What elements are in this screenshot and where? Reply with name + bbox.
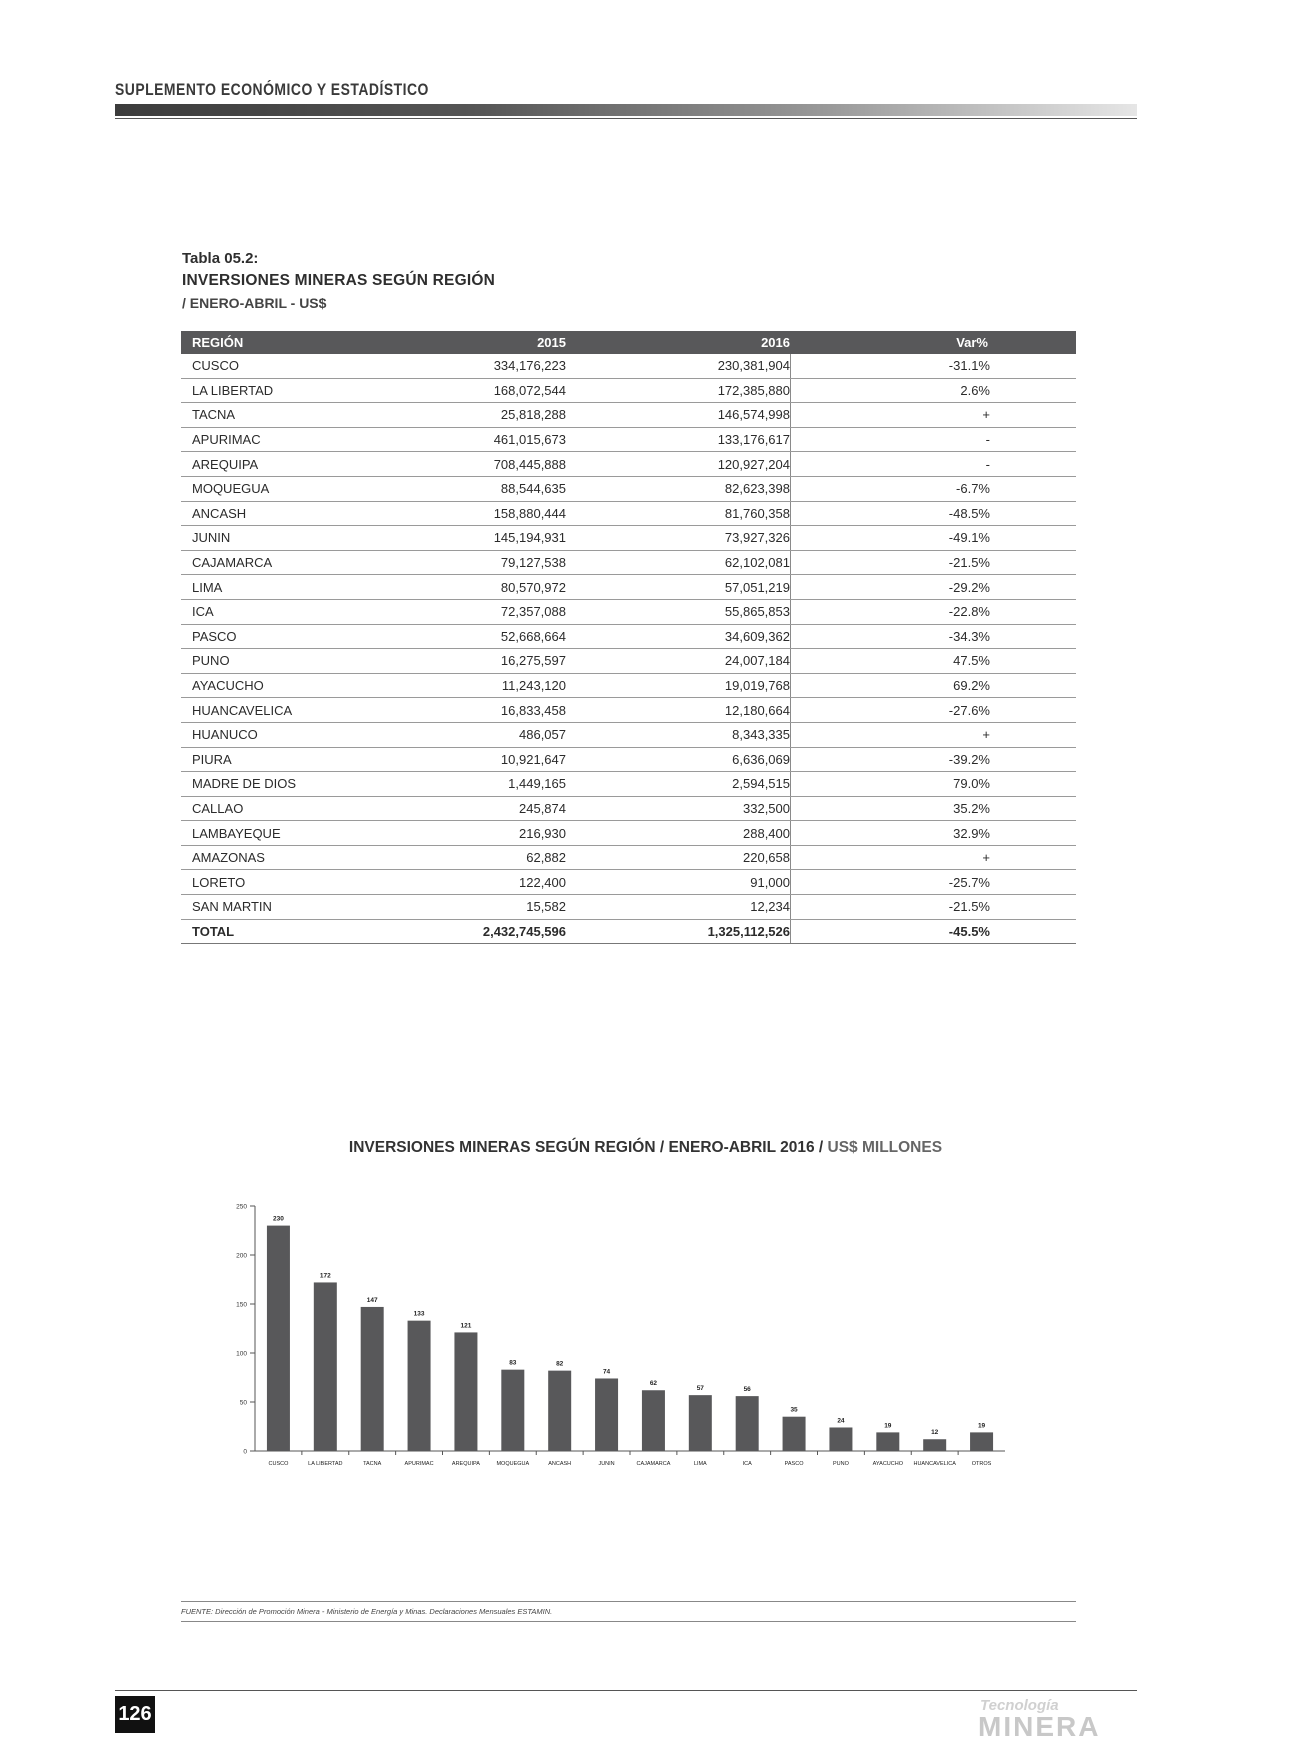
- cell-2015: 62,882: [526, 850, 566, 866]
- cell-2015: 11,243,120: [501, 678, 566, 694]
- cell-region: ANCASH: [192, 505, 247, 521]
- x-tick-label: APURIMAC: [404, 1461, 434, 1467]
- cell-region: SAN MARTIN: [192, 899, 272, 915]
- header-2016: 2016: [761, 335, 790, 350]
- source-note: FUENTE: Dirección de Promoción Minera - Ministerio de Energía y Minas. Declaraciones Mensuales ESTAMIN.: [181, 1607, 553, 1616]
- data-label: 121: [460, 1322, 472, 1330]
- x-tick-label: TACNA: [363, 1461, 382, 1467]
- cell-var: -34.3%: [790, 625, 1076, 649]
- data-label: 35: [790, 1406, 798, 1414]
- bar: [923, 1439, 946, 1451]
- cell-2016: 81,760,358: [724, 505, 790, 521]
- data-label: 57: [696, 1385, 704, 1393]
- y-tick-label: 150: [236, 1301, 247, 1309]
- bar: [314, 1282, 337, 1451]
- cell-2015: 15,582: [526, 899, 566, 915]
- table-subtitle: / ENERO-ABRIL - US$: [182, 295, 327, 311]
- table-title: INVERSIONES MINERAS SEGÚN REGIÓN: [182, 272, 496, 289]
- table-row: [181, 748, 1076, 773]
- table-row: [181, 723, 1076, 748]
- table-row: [181, 895, 1076, 920]
- table-row: [181, 674, 1076, 699]
- x-tick-label: AYACUCHO: [872, 1461, 903, 1467]
- cell-region: HUANUCO: [192, 727, 258, 743]
- y-tick-label: 100: [236, 1350, 247, 1358]
- cell-2016: 120,927,204: [717, 456, 790, 472]
- bar: [361, 1307, 384, 1451]
- cell-2016: 332,500: [743, 800, 790, 816]
- table-row: [181, 379, 1076, 404]
- chart-title-main: INVERSIONES MINERAS SEGÚN REGIÓN / ENERO-ABRIL 2016 /: [348, 1139, 824, 1156]
- cell-2016: 73,927,326: [724, 530, 790, 546]
- table-row: [181, 846, 1076, 871]
- header-region: REGIÓN: [192, 335, 244, 350]
- bar: [736, 1396, 759, 1451]
- data-label: 24: [837, 1417, 845, 1425]
- x-tick-label: MOQUEGUA: [496, 1461, 530, 1467]
- cell-2016: 34,609,362: [724, 628, 790, 644]
- cell-region: AYACUCHO: [192, 678, 264, 694]
- table-total-row: [181, 920, 1076, 945]
- cell-2015: 158,880,444: [493, 505, 566, 521]
- cell-2016: 82,623,398: [724, 481, 790, 497]
- cell-region: CALLAO: [192, 800, 244, 816]
- cell-2015: 16,275,597: [500, 653, 566, 669]
- cell-2016: 133,176,617: [717, 432, 790, 448]
- cell-2016: 91,000: [750, 874, 790, 890]
- x-tick-label: PASCO: [784, 1461, 804, 1467]
- table-row: [181, 551, 1076, 576]
- data-label: 133: [413, 1310, 425, 1318]
- x-tick-label: LA LIBERTAD: [308, 1461, 343, 1467]
- cell-var: +: [790, 403, 1076, 427]
- cell-var: -31.1%: [790, 354, 1076, 378]
- cell-2016: 146,574,998: [717, 407, 790, 423]
- cell-2015: 216,930: [519, 825, 566, 841]
- table-caption: [182, 250, 495, 311]
- table-row: [181, 797, 1076, 822]
- page-header: [115, 80, 1137, 119]
- table-row: [181, 526, 1076, 551]
- cell-2015: 1,449,165: [508, 776, 566, 792]
- cell-region: AREQUIPA: [192, 456, 259, 472]
- bar: [970, 1432, 993, 1451]
- x-tick-label: ICA: [742, 1461, 752, 1467]
- cell-2015: 122,400: [519, 874, 566, 890]
- cell-region: CAJAMARCA: [192, 555, 273, 571]
- cell-var: 2.6%: [790, 379, 1076, 403]
- cell-region: MADRE DE DIOS: [192, 776, 297, 792]
- cell-2016: 62,102,081: [724, 555, 790, 571]
- cell-var: -25.7%: [790, 870, 1076, 894]
- cell-2015: 168,072,544: [493, 382, 566, 398]
- bar: [454, 1332, 477, 1451]
- page-number: 126: [115, 1696, 155, 1733]
- cell-2016: 220,658: [743, 850, 790, 866]
- header-divider: [115, 118, 1137, 119]
- data-label: 172: [319, 1272, 331, 1280]
- cell-region: PIURA: [192, 751, 232, 767]
- cell-var: 79.0%: [790, 772, 1076, 796]
- cell-var: 47.5%: [790, 649, 1076, 673]
- x-tick-label: PUNO: [832, 1461, 849, 1467]
- bar: [267, 1226, 290, 1451]
- table-row: [181, 698, 1076, 723]
- data-label: 19: [884, 1422, 892, 1430]
- table-row: [181, 649, 1076, 674]
- cell-var: 32.9%: [790, 821, 1076, 845]
- data-label: 19: [977, 1422, 986, 1430]
- cell-var: 69.2%: [790, 674, 1076, 698]
- table-header: [181, 331, 1076, 354]
- data-label: 62: [649, 1380, 658, 1388]
- cell-var: -22.8%: [790, 600, 1076, 624]
- cell-2015: 486,057: [519, 727, 566, 743]
- cell-2016: 230,381,904: [717, 358, 790, 374]
- bar: [501, 1370, 524, 1451]
- bar: [595, 1378, 618, 1451]
- x-tick-label: LIMA: [693, 1461, 707, 1467]
- cell-region: AMAZONAS: [192, 850, 265, 866]
- x-tick-label: CAJAMARCA: [636, 1461, 671, 1467]
- cell-var: -49.1%: [790, 526, 1076, 550]
- cell-2015: 334,176,223: [493, 358, 566, 374]
- cell-2016: 57,051,219: [724, 579, 790, 595]
- data-label: 12: [931, 1429, 939, 1437]
- footer-divider: [115, 1690, 1137, 1691]
- cell-region: JUNIN: [192, 530, 231, 546]
- svg-text:MINERA: MINERA: [978, 1711, 1101, 1740]
- cell-var: -: [790, 452, 1076, 476]
- cell-var: -21.5%: [790, 551, 1076, 575]
- y-tick-label: 0: [243, 1448, 247, 1456]
- cell-region: LA LIBERTAD: [192, 382, 274, 398]
- cell-var: -21.5%: [790, 895, 1076, 919]
- x-tick-label: HUANCAVELICA: [913, 1461, 956, 1467]
- y-tick-label: 50: [239, 1399, 247, 1407]
- cell-2015: 25,818,288: [500, 407, 566, 423]
- cell-region: CUSCO: [192, 358, 239, 374]
- table-row: [181, 575, 1076, 600]
- cell-2016: 288,400: [743, 825, 790, 841]
- source-divider-bottom: [181, 1621, 1076, 1622]
- cell-2016: 2,594,515: [732, 776, 790, 792]
- total-label: TOTAL: [192, 923, 235, 939]
- data-label: 74: [602, 1368, 611, 1376]
- cell-2015: 80,570,972: [500, 579, 566, 595]
- header-gradient-bar: [115, 104, 1137, 116]
- cell-2016: 12,180,664: [724, 702, 790, 718]
- table-row: [181, 452, 1076, 477]
- cell-2015: 52,668,664: [500, 628, 566, 644]
- x-tick-label: ANCASH: [548, 1461, 572, 1467]
- table-row: [181, 477, 1076, 502]
- tecnologia-minera-logo: [972, 1694, 1142, 1740]
- cell-region: ICA: [192, 604, 214, 620]
- cell-var: +: [790, 846, 1076, 870]
- cell-2015: 245,874: [519, 800, 566, 816]
- cell-2016: 8,343,335: [732, 727, 790, 743]
- total-var: -45.5%: [790, 920, 1076, 944]
- cell-var: -: [790, 428, 1076, 452]
- data-label: 56: [743, 1386, 751, 1394]
- cell-2015: 10,921,647: [500, 751, 566, 767]
- svg-text:Tecnología: Tecnología: [980, 1697, 1059, 1714]
- bar: [642, 1390, 665, 1451]
- cell-region: TACNA: [192, 407, 236, 423]
- cell-var: +: [790, 723, 1076, 747]
- cell-region: LORETO: [192, 874, 246, 890]
- chart-title: [0, 1139, 1291, 1157]
- cell-region: MOQUEGUA: [192, 481, 270, 497]
- bar: [783, 1417, 806, 1451]
- cell-var: -39.2%: [790, 748, 1076, 772]
- table-row: [181, 403, 1076, 428]
- cell-2016: 12,234: [750, 899, 790, 915]
- section-title: SUPLEMENTO ECONÓMICO Y ESTADÍSTICO: [115, 80, 429, 99]
- data-label: 230: [273, 1215, 284, 1223]
- y-tick-label: 250: [236, 1203, 247, 1211]
- table-body: [181, 354, 1076, 920]
- cell-var: -48.5%: [790, 502, 1076, 526]
- table-row: [181, 625, 1076, 650]
- cell-var: -27.6%: [790, 698, 1076, 722]
- header-2015: 2015: [537, 335, 566, 350]
- cell-2015: 708,445,888: [493, 456, 566, 472]
- cell-2015: 461,015,673: [493, 432, 566, 448]
- cell-2015: 72,357,088: [500, 604, 566, 620]
- cell-2016: 19,019,768: [724, 678, 790, 694]
- table-row: [181, 772, 1076, 797]
- cell-2016: 6,636,069: [732, 751, 790, 767]
- cell-region: LIMA: [192, 579, 223, 595]
- x-tick-label: CUSCO: [268, 1461, 289, 1467]
- cell-2016: 24,007,184: [724, 653, 790, 669]
- total-2016: 1,325,112,526: [707, 923, 790, 939]
- y-tick-label: 200: [236, 1252, 247, 1260]
- cell-2015: 88,544,635: [500, 481, 566, 497]
- data-label: 147: [366, 1296, 378, 1304]
- cell-var: -6.7%: [790, 477, 1076, 501]
- table-row: [181, 354, 1076, 379]
- bar: [689, 1395, 712, 1451]
- x-tick-label: OTROS: [971, 1461, 992, 1467]
- cell-region: PASCO: [192, 628, 237, 644]
- cell-var: 35.2%: [790, 797, 1076, 821]
- bar: [408, 1321, 431, 1451]
- table-row: [181, 821, 1076, 846]
- cell-2015: 145,194,931: [493, 530, 566, 546]
- x-tick-label: AREQUIPA: [451, 1461, 480, 1467]
- bar: [548, 1371, 571, 1451]
- bar-chart: [210, 1195, 1030, 1485]
- source-divider-top: [181, 1601, 1076, 1602]
- data-label: 83: [509, 1359, 517, 1367]
- investment-table: [181, 331, 1076, 944]
- cell-2016: 55,865,853: [724, 604, 790, 620]
- total-2015: 2,432,745,596: [482, 923, 566, 939]
- table-row: [181, 870, 1076, 895]
- table-label: Tabla 05.2:: [182, 250, 259, 267]
- cell-region: LAMBAYEQUE: [192, 825, 281, 841]
- cell-region: PUNO: [192, 653, 230, 669]
- cell-2016: 172,385,880: [717, 382, 790, 398]
- header-var: Var%: [956, 335, 988, 350]
- cell-var: -29.2%: [790, 575, 1076, 599]
- table-row: [181, 428, 1076, 453]
- chart-title-unit: US$ MILLONES: [827, 1139, 943, 1156]
- bar: [829, 1427, 852, 1451]
- x-tick-label: JUNIN: [598, 1461, 615, 1467]
- bar: [876, 1432, 899, 1451]
- table-row: [181, 600, 1076, 625]
- cell-2015: 16,833,458: [500, 702, 566, 718]
- cell-region: APURIMAC: [192, 432, 261, 448]
- cell-2015: 79,127,538: [500, 555, 566, 571]
- data-label: 82: [556, 1360, 564, 1368]
- cell-region: HUANCAVELICA: [192, 702, 293, 718]
- table-row: [181, 502, 1076, 527]
